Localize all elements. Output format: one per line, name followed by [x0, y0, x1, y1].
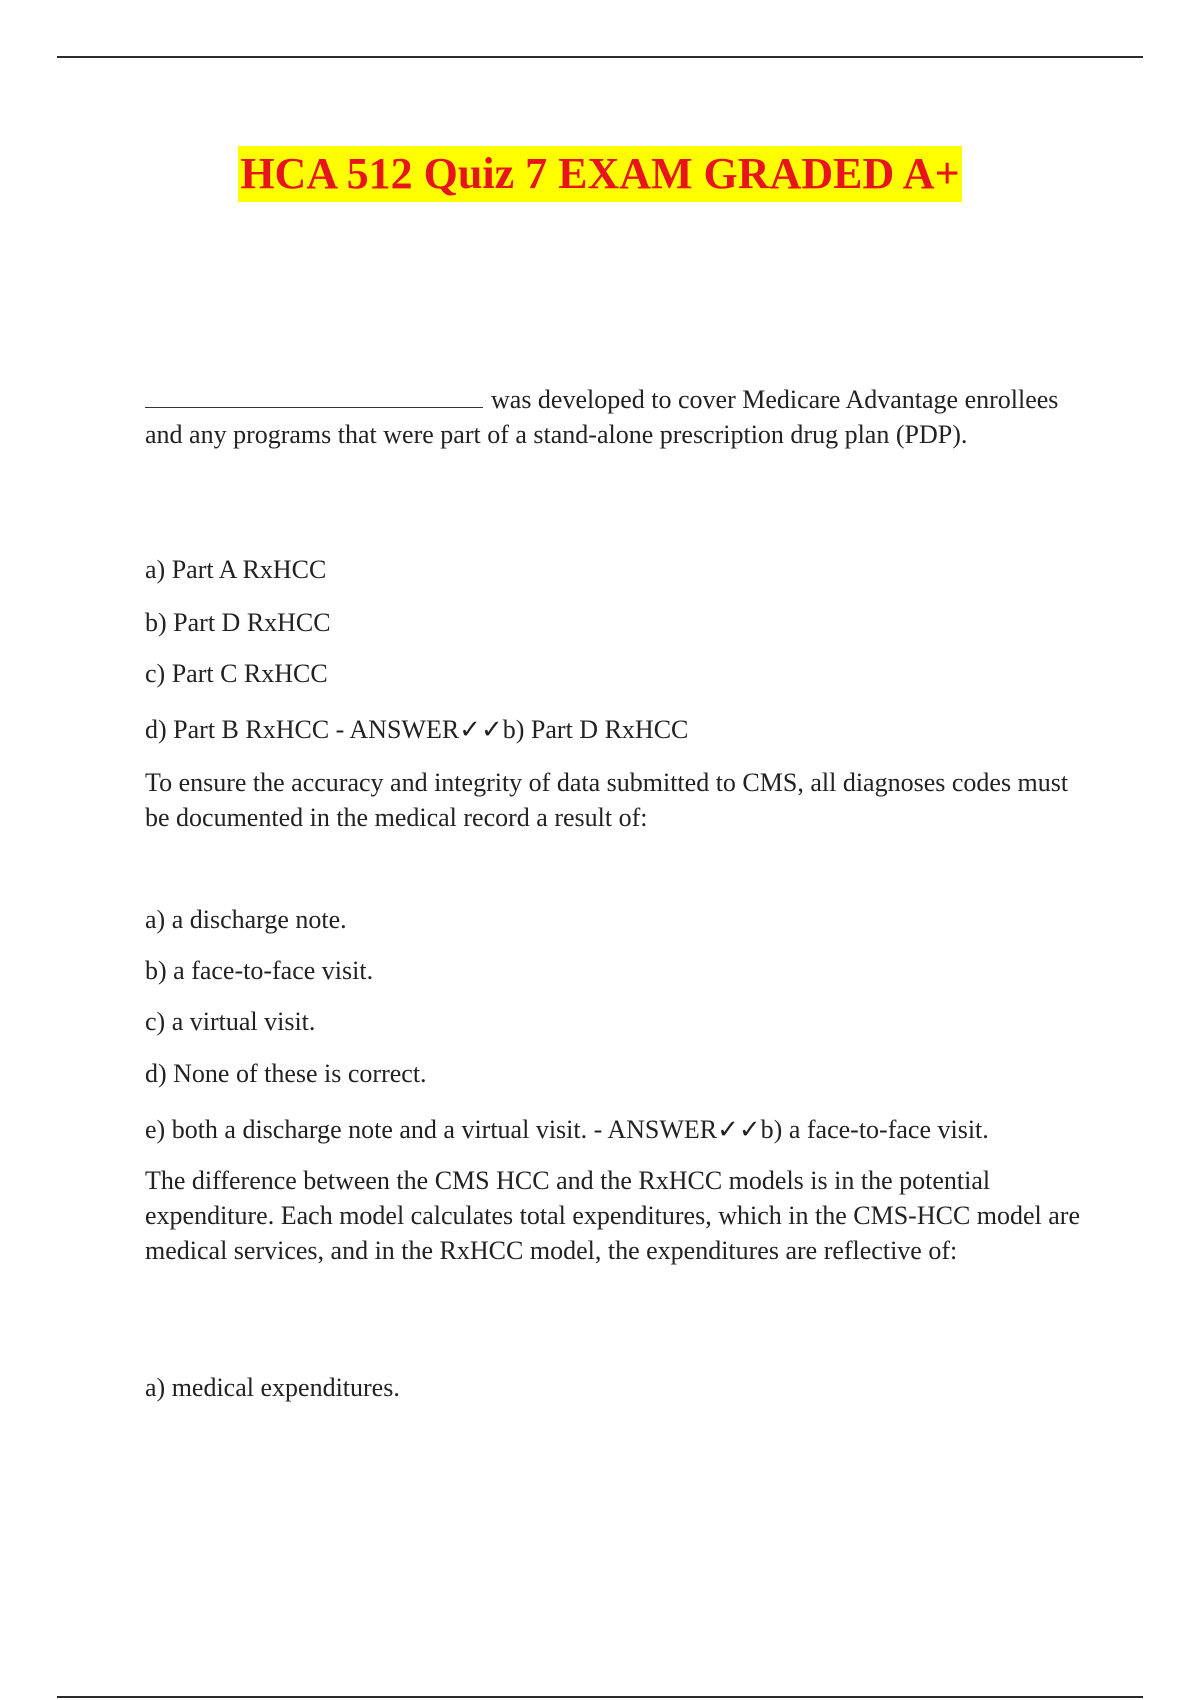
question-2-option-b: b) a face-to-face visit.: [145, 956, 374, 985]
top-rule: [57, 56, 1143, 58]
question-1-option-b: b) Part D RxHCC: [145, 608, 331, 637]
question-2-option-a: a) a discharge note.: [145, 905, 347, 934]
question-2-option-e: e) both a discharge note and a virtual visit. - ANSWER✓✓b) a face-to-face visit.: [145, 1115, 989, 1144]
question-3-text: The difference between the CMS HCC and the RxHCC models is in the potential expenditure. Each model calculates total expenditures, which in the CMS-HCC model are medical services, and in the RxHCC model, the expenditures are reflective of:: [145, 1166, 1081, 1265]
question-1-option-a: a) Part A RxHCC: [145, 555, 327, 584]
document-title: HCA 512 Quiz 7 EXAM GRADED A+: [238, 146, 961, 202]
question-1-option-d: d) Part B RxHCC - ANSWER✓✓b) Part D RxHCC: [145, 715, 689, 744]
question-3-option-a: a) medical expenditures.: [145, 1373, 400, 1402]
bottom-rule: [57, 1696, 1143, 1698]
title-container: [0, 146, 1200, 202]
question-1-option-c: c) Part C RxHCC: [145, 659, 328, 688]
question-2-prompt: [145, 765, 1095, 835]
question-2-text: To ensure the accuracy and integrity of data submitted to CMS, all diagnoses codes must be documented in the medical record a result of:: [145, 768, 1069, 832]
question-2-option-d: d) None of these is correct.: [145, 1059, 427, 1088]
question-2-option-c: c) a virtual visit.: [145, 1007, 316, 1036]
question-3-prompt: [145, 1163, 1095, 1268]
question-1-text: was developed to cover Medicare Advantage enrollees and any programs that were part of a stand-alone prescription drug plan (PDP).: [145, 385, 1059, 449]
fill-in-blank: [145, 383, 483, 408]
question-1-prompt: [145, 382, 1095, 452]
